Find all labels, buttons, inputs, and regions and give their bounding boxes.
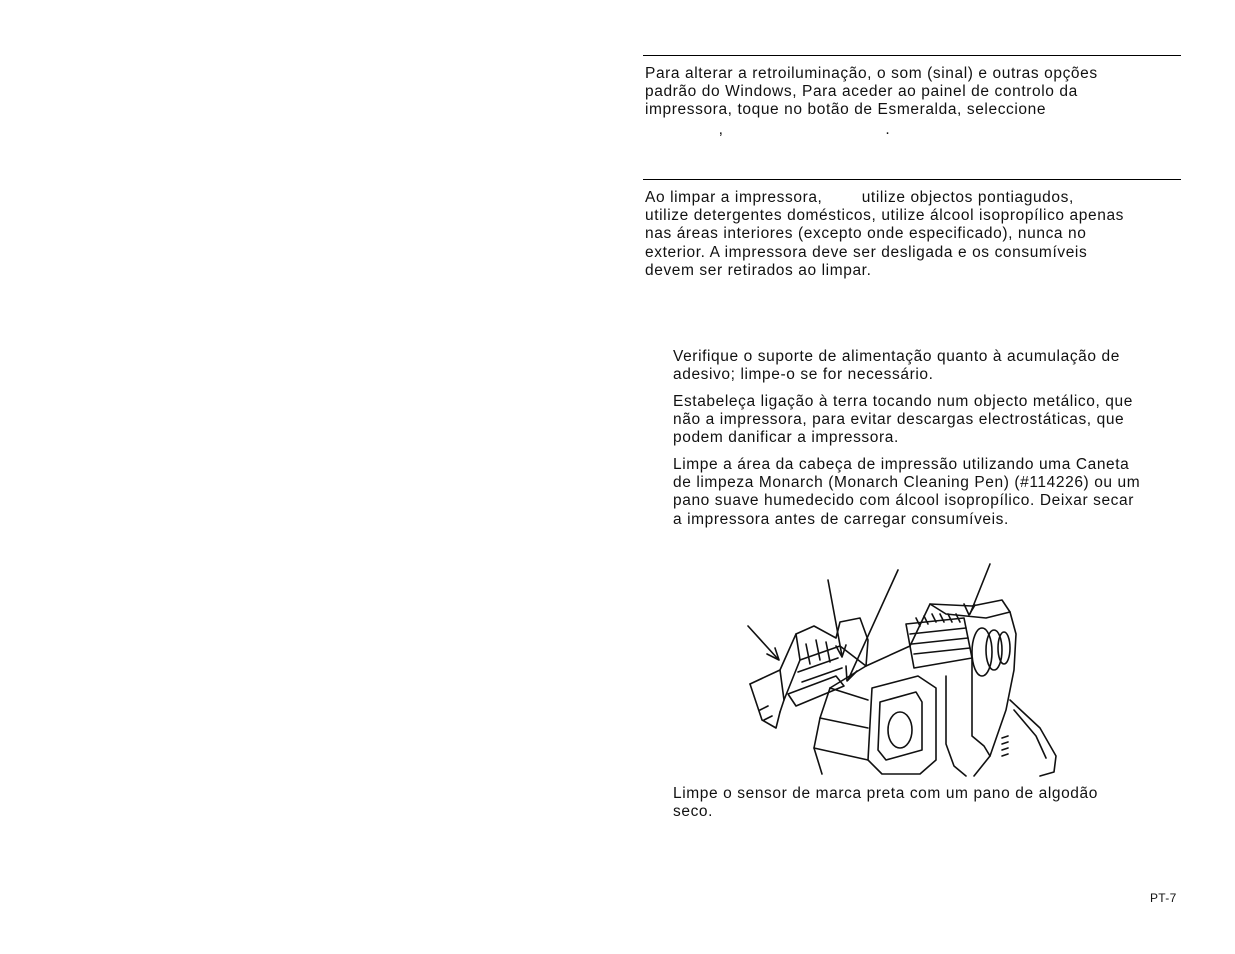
printer-cleaning-illustration xyxy=(740,560,1060,778)
step-1 xyxy=(673,348,1120,384)
text-line: , . xyxy=(645,120,891,138)
text-line: exterior. A impressora deve ser desligada e os consumíveis xyxy=(645,243,1088,261)
backlight-paragraph xyxy=(645,65,1098,139)
text-line: Ao limpar a impressora, utilize objectos pontiagudos, xyxy=(645,189,1074,206)
text-line: Limpe o sensor de marca preta com um pano de algodão xyxy=(673,785,1098,802)
text-line: não a impressora, para evitar descargas electrostáticas, que xyxy=(673,411,1125,429)
text-line: devem ser retirados ao limpar. xyxy=(645,261,872,279)
text-line: impressora, toque no botão de Esmeralda, seleccione xyxy=(645,101,1047,119)
step-3 xyxy=(673,456,1140,529)
text-line: padrão do Windows, Para aceder ao painel de controlo da xyxy=(645,83,1078,101)
step-2 xyxy=(673,393,1133,448)
text-line: Verifique o suporte de alimentação quanto à acumulação de xyxy=(673,348,1120,365)
text-line: podem danificar a impressora. xyxy=(673,429,899,447)
callout-arrows xyxy=(748,564,990,681)
text-line: adesivo; limpe-o se for necessário. xyxy=(673,366,934,384)
text-line: Estabeleça ligação à terra tocando num objecto metálico, que xyxy=(673,393,1133,410)
text-line: Para alterar a retroiluminação, o som (sinal) e outras opções xyxy=(645,65,1098,82)
top-rule xyxy=(643,55,1181,56)
text-line: utilize detergentes domésticos, utilize álcool isopropílico apenas xyxy=(645,207,1125,225)
text-line: a impressora antes de carregar consumíveis. xyxy=(673,510,1009,528)
text-line: de limpeza Monarch (Monarch Cleaning Pen) (#114226) ou um xyxy=(673,474,1141,492)
text-line: pano suave humedecido com álcool isopropílico. Deixar secar xyxy=(673,492,1135,510)
text-line: seco. xyxy=(673,803,714,821)
section-rule xyxy=(643,179,1181,180)
cleaning-paragraph xyxy=(645,189,1124,280)
text-line: nas áreas interiores (excepto onde especificado), nunca no xyxy=(645,225,1087,243)
printer-drawing xyxy=(750,600,1056,776)
page-number: PT-7 xyxy=(1150,891,1177,905)
text-line: Limpe a área da cabeça de impressão utilizando uma Caneta xyxy=(673,456,1130,473)
step-4 xyxy=(673,785,1098,821)
